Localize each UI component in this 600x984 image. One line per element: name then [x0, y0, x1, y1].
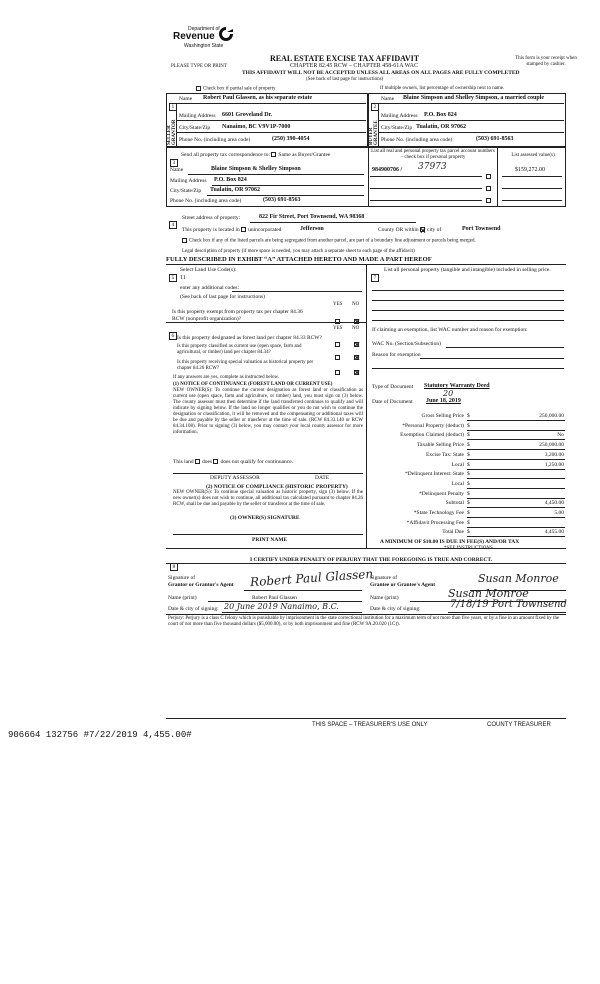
personal-property-label: List all personal property (tangible and intangible) included in selling price.: [384, 267, 551, 273]
fee-row-line: [467, 507, 565, 508]
partial-sale: Check box if partial sale of property: [196, 86, 275, 93]
exemption-label: If claiming an exemption, list WAC number and reason for exemption:: [372, 327, 528, 333]
corr-city-label: City/State/Zip: [170, 188, 202, 194]
seller-city-label: City/State/Zip: [179, 125, 211, 131]
assessed-value: $159,272.00: [515, 167, 545, 173]
grantee-date: 7/18/19 Port Townsend: [450, 599, 567, 610]
grantee-sig-label2: Grantee or Grantee's Agent: [370, 582, 436, 588]
section7-num: 7: [371, 266, 379, 284]
section5-num: 5: [169, 266, 177, 284]
fee-row-amount: 250,000.00: [539, 413, 564, 419]
fee-row-currency: $: [467, 442, 470, 449]
dept-line3: Washington State: [184, 43, 224, 49]
assessed-header: List assessed value(s): [511, 153, 555, 158]
dept-line1: Department of: [188, 26, 220, 32]
form-chapter: CHAPTER 82.45 RCW – CHAPTER 458-61A WAC: [290, 63, 418, 69]
certify-statement: I CERTIFY UNDER PENALTY OF PERJURY THAT THE FOREGOING IS TRUE AND CORRECT.: [250, 557, 493, 563]
partial-sale-checkbox[interactable]: [196, 86, 201, 91]
parcel-number: 984900706 /: [372, 167, 403, 173]
revenue-logo: [170, 26, 240, 54]
section8-num: 8: [170, 555, 178, 573]
cashier-stamp: 906664 132756 #7/22/2019 4,455.00#: [8, 730, 192, 740]
this-land-line: This land does does not qualify for continuance.: [173, 459, 294, 465]
current-use-question: Is this property classified as current use (open space, farm and agricultural, or timber) land per chapter 84.34?: [177, 344, 302, 355]
historic-yes-checkbox[interactable]: [335, 363, 342, 381]
notice2-body: NEW OWNER(S): To continue special valuation as historic property, sign (3) below. If the new owner(s) does not wish to continue, all additional tax calculated pursuant to chapter 84.26 RCW, shall be due and payable by the seller or transferor at the time of sale.: [173, 490, 363, 507]
section1-num: 1: [169, 95, 177, 113]
fee-row-line: [467, 478, 565, 479]
historic-no-checkbox[interactable]: [354, 363, 361, 381]
fee-row-label: *Delinquent Penalty: [418, 490, 464, 497]
fee-row-line: [467, 498, 565, 499]
fee-row-currency: $: [467, 519, 470, 526]
county-treasurer: COUNTY TREASURER: [487, 722, 551, 728]
grantee-sig-label1: Signature of: [370, 575, 398, 581]
if-yes: If any answers are yes, complete as instructed below.: [173, 375, 280, 380]
fee-row-currency: $: [467, 500, 470, 507]
fee-row-label: *Delinquent Interest: State: [405, 471, 464, 478]
parcel-personal-checkbox-3[interactable]: [486, 191, 493, 209]
additional-codes-label: enter any additional codes:: [180, 285, 240, 291]
s6-no: NO: [352, 326, 360, 331]
same-as-buyer-checkbox[interactable]: [271, 152, 276, 157]
corr-city: Tualatin, OR 97062: [210, 187, 260, 193]
fee-row-currency: $: [467, 422, 470, 429]
fee-row-label: *State Technology Fee: [413, 510, 464, 516]
fee-row-line: [467, 469, 565, 470]
doc-date-label: Date of Document: [372, 399, 413, 405]
fee-row-line: [467, 430, 565, 431]
buyer-name: Blaine Simpson and Shelley Simpson, a married couple: [403, 95, 545, 101]
print-name: PRINT NAME: [252, 537, 288, 543]
fee-row-label: Gross Selling Price: [421, 413, 464, 419]
grantee-name: Susan Monroe: [448, 587, 529, 600]
form-title: REAL ESTATE EXCISE TAX AFFIDAVIT: [270, 54, 420, 63]
notice1-body: NEW OWNER(S): To continue the current designation as forest land or classification as current use (open space, farm and agriculture, or timber) land, you must sign on (3) below. The county assessor must then determine if the land transferred continues to qualify and will indicate by signing below. If the land no longer qualifies or you do not wish to continue the designation or classification, it will be removed and the compensating or additional taxes will be due and payable by the seller or transferor at the time of sale. (RCW 84.33.140 or RCW 84.34.108). Prior to signing (3) below, you may contact your local county assessor for more information.: [173, 388, 363, 435]
fee-row-amount: 4,450.00: [544, 500, 564, 507]
corr-name-label: Name: [170, 167, 184, 173]
land-use-see-back: (See back of last page for instructions): [180, 294, 265, 300]
seller-name-label: Name: [179, 96, 193, 102]
fee-row-line: [467, 488, 565, 489]
buyer-city-label: City/State/Zip: [381, 125, 413, 131]
parcel-header: List all real and personal property tax parcel account numbers – check box if personal property: [371, 149, 495, 160]
grantor-sig-label1: Signature of: [168, 575, 196, 581]
doc-type: Statutory Warranty Deed: [424, 383, 490, 389]
please-type: PLEASE TYPE OR PRINT: [171, 64, 227, 69]
corr-name: Blaine Simpson & Shelley Simpson: [211, 166, 301, 172]
fee-row-amount: 4,455.00: [544, 529, 564, 536]
fee-row-currency: $: [467, 480, 470, 487]
buyer-phone-label: Phone No. (including area code): [381, 137, 453, 143]
fee-row-currency: $: [467, 451, 470, 458]
fee-row-label: Total Due: [442, 529, 464, 536]
unincorporated-checkbox[interactable]: [241, 227, 246, 232]
corr-phone-label: Phone No. (including area code): [170, 198, 242, 204]
fee-row-amount: 3,200.00: [544, 451, 564, 458]
section3-num: 3: [170, 151, 178, 169]
land-use-code: 11: [180, 275, 186, 281]
forest-question: Is this property designated as forest land per chapter 84.33 RCW?: [177, 335, 322, 341]
corr-mailing-label: Mailing Address: [170, 178, 207, 184]
receipt-note: This form is your receipt when stamped by cashier.: [515, 56, 577, 67]
fee-row-label: Local: [451, 461, 464, 468]
buyer-side-label: BUYER GRANTEE: [369, 120, 379, 145]
fee-row-currency: $: [467, 471, 470, 478]
fee-row-currency: $: [467, 432, 470, 439]
fee-row-currency: $: [467, 510, 470, 516]
fee-row-line: [467, 517, 565, 518]
doc-date-handwritten: 20: [443, 389, 454, 398]
section4-num: 4: [169, 213, 177, 231]
buyer-phone: (503) 691-8563: [476, 136, 514, 142]
form-see-back: (See back of last page for instructions): [306, 77, 384, 82]
seller-city: Nanaimo, BC V9V1P-7000: [222, 124, 291, 130]
segregated-line: Check box if any of the listed parcels are being segregated from another parcel, are part of a boundary line adjustment or parcels being merged.: [182, 238, 572, 245]
fee-row-label: *Personal Property (deduct): [402, 422, 464, 429]
grantee-signature: Susan Monroe: [478, 572, 559, 585]
revenue-swirl-icon: [218, 26, 234, 42]
s5-yes: YES: [333, 302, 343, 307]
grantor-date: 20 June 2019 Nanaimo, B.C.: [224, 602, 339, 611]
send-correspondence: Send all property tax correspondence to: Same as Buyer/Grantee: [181, 152, 331, 158]
city-of-checkbox[interactable]: [420, 227, 425, 232]
deputy-date: DATE: [315, 475, 330, 481]
s5-no: NO: [352, 302, 360, 307]
grantor-name-label: Name (print): [168, 595, 197, 601]
form-warning: THIS AFFIDAVIT WILL NOT BE ACCEPTED UNLESS ALL AREAS ON ALL PAGES ARE FULLY COMPLETED: [242, 70, 520, 76]
perjury-statement: Perjury: Perjury is a class C felony which is punishable by imprisonment in the state correctional institution for a maximum term of not more than five years, or by a fine in an amount fixed by the court of not more than five thousand dollars ($5,000.00), or by both imprisonment and fine (RCW 9A.20.020 (1C)).: [168, 616, 560, 627]
fee-row-amount: No: [557, 432, 564, 439]
grantor-sig-label2: Grantor or Grantor's Agent: [168, 582, 234, 588]
seller-name: Robert Paul Glassen, as his separate estate: [203, 95, 313, 101]
exempt-question: Is this property exempt from property tax per chapter 84.36 RCW (nonprofit organization)?: [172, 309, 303, 322]
corr-mailing: P.O. Box 824: [214, 177, 247, 183]
fee-row-label: Subtotal: [445, 500, 464, 507]
seller-side-label: SELLER GRANTOR: [167, 119, 177, 145]
multiple-owners: If multiple owners, list percentage of ownership next to name.: [380, 86, 505, 91]
fee-row-line: [467, 439, 565, 440]
treasurer-space: THIS SPACE – TREASURER'S USE ONLY: [312, 722, 428, 728]
corr-phone: (503) 691-8563: [263, 197, 301, 203]
fee-row-currency: $: [467, 529, 470, 536]
buyer-city: Tualatin, OR 97062: [416, 124, 466, 130]
doc-type-label: Type of Document: [372, 384, 414, 390]
section2-num: 2: [371, 95, 379, 113]
legal-label: Legal description of property (if more space is needed, you may attach a separate sheet to each page of the affidavit): [182, 249, 415, 254]
fee-row-label: Local: [451, 480, 464, 487]
fee-row-line: [467, 459, 565, 460]
fee-row-line: [467, 527, 565, 528]
grantor-date-label: Date & city of signing:: [168, 606, 219, 612]
does-not-checkbox[interactable]: [213, 459, 218, 464]
historic-question: Is this property receiving special valuation as historical property per chapter 84.26 RCW?: [177, 360, 314, 371]
buyer-mailing-label: Mailing Address: [381, 113, 418, 119]
notice1-title: (1) NOTICE OF CONTINUANCE (FOREST LAND OR CURRENT USE): [173, 382, 333, 387]
seller-mailing: 6601 Groveland Dr.: [222, 112, 273, 118]
seller-phone-label: Phone No. (including area code): [179, 137, 251, 143]
owner-signature: (3) OWNER(S) SIGNATURE: [230, 515, 300, 521]
notice2-title: (2) NOTICE OF COMPLIANCE (HISTORIC PROPERTY): [206, 484, 348, 490]
seller-phone: (250) 390-4054: [272, 136, 310, 142]
buyer-mailing: P.O. Box 824: [424, 112, 457, 118]
fee-row-label: Exemption Claimed (deduct): [400, 432, 464, 439]
buyer-name-label: Name: [381, 96, 395, 102]
seller-mailing-label: Mailing Address: [179, 113, 216, 119]
street-label: Street address of property:: [182, 215, 241, 221]
county-value: Jefferson: [300, 226, 324, 232]
fee-row-currency: $: [467, 461, 470, 468]
section6-num: 6: [169, 324, 177, 342]
fee-row-label: Excise Tax: State: [425, 451, 464, 458]
does-checkbox[interactable]: [195, 459, 200, 464]
deputy-assessor: DEPUTY ASSESSOR: [210, 475, 260, 481]
see-instructions: *SEE INSTRUCTIONS: [444, 546, 493, 551]
fee-row-line: [467, 536, 565, 537]
legal-description: FULLY DESCRIBED IN EXHIBT “A” ATTACHED HERETO AND MADE A PART HEREOF: [166, 256, 432, 263]
grantee-name-label: Name (print): [370, 595, 399, 601]
s6-yes: YES: [333, 326, 343, 331]
dept-line2: Revenue: [173, 31, 215, 42]
fee-row-currency: $: [467, 490, 470, 497]
grantor-signature: Robert Paul Glassen: [249, 566, 374, 590]
fee-row-label: Taxable Selling Price: [417, 442, 464, 449]
doc-date: June 18, 2019: [426, 398, 461, 404]
located-line: This property is located in unincorporated: [182, 227, 282, 233]
fee-row-amount: 250,000.00: [539, 442, 564, 449]
land-use-label: Select Land Use Code(s):: [180, 267, 237, 273]
wac-label: WAC No. (Section/Subsection): [372, 341, 441, 347]
street-address: 822 Fir Street, Port Townsend, WA 98368: [259, 214, 365, 220]
grantor-name: Robert Paul Glassen: [252, 595, 297, 601]
parcel-number-handwritten: 37973: [418, 162, 447, 172]
segregated-checkbox[interactable]: [182, 238, 187, 243]
fee-row-currency: $: [467, 413, 470, 419]
city-value: Port Townsend: [462, 226, 501, 232]
fee-row-line: [467, 420, 565, 421]
fee-row-line: [467, 449, 565, 450]
fee-row-label: *Affidavit Processing Fee: [406, 519, 464, 526]
fee-row-amount: 5.00: [554, 510, 564, 516]
grantee-date-label: Date & city of signing:: [370, 606, 421, 612]
fee-row-amount: 1,250.00: [544, 461, 564, 468]
minimum-due: A MINIMUM OF $10.00 IS DUE IN FEE(S) AND/OR TAX: [380, 539, 520, 545]
county-label: County OR within city of: [378, 227, 442, 233]
reason-label: Reason for exemption: [372, 352, 421, 358]
